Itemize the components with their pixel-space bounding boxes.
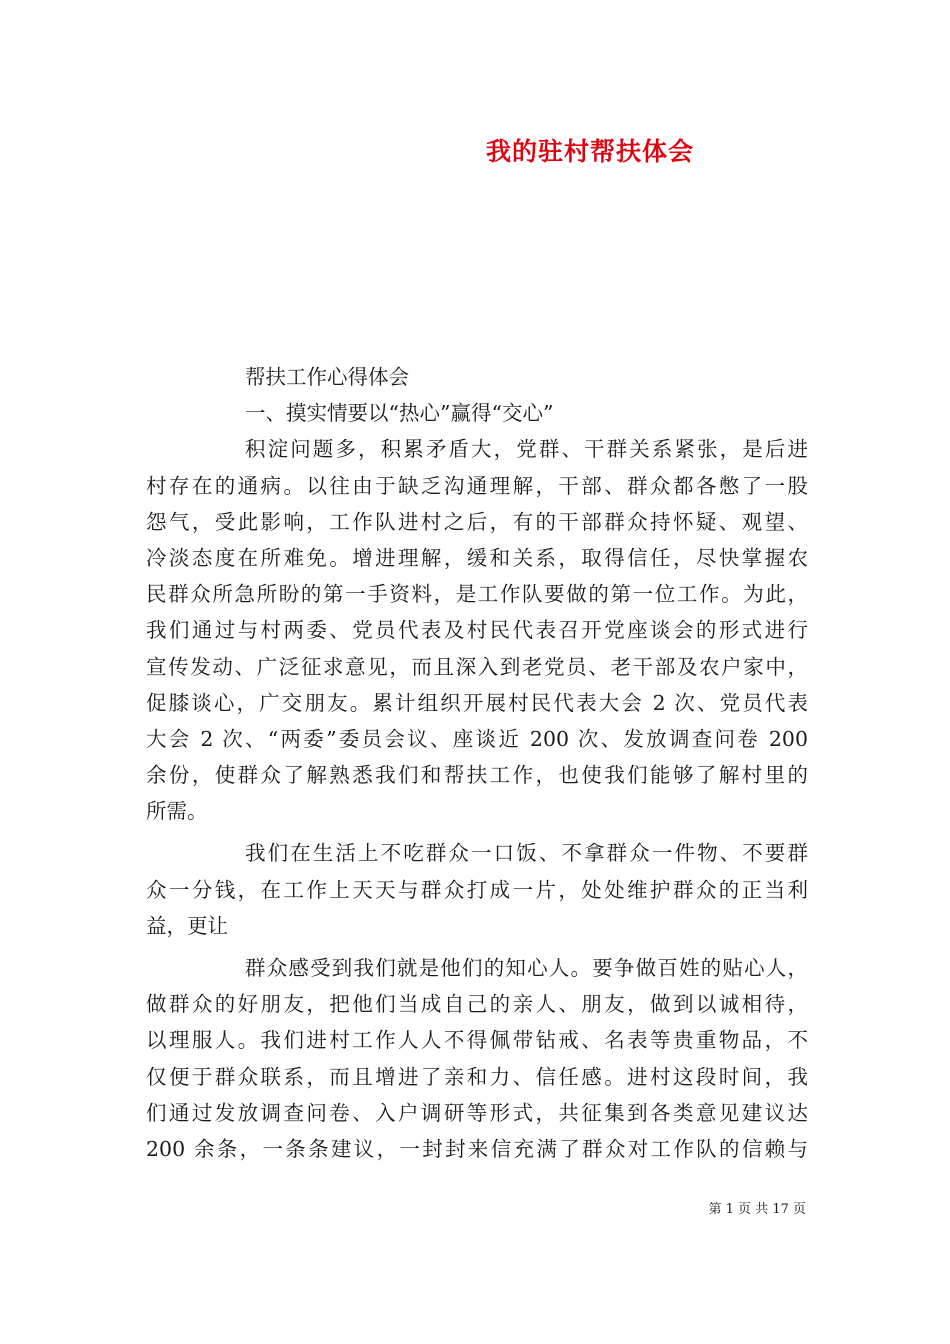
document-title: 我的驻村帮扶体会 xyxy=(485,137,694,166)
text-line: 余份，使群众了解熟悉我们和帮扶工作，也使我们能够了解村里的 xyxy=(146,763,808,788)
document-body xyxy=(146,359,808,1167)
text-line: 积淀问题多，积累矛盾大，党群、干群关系紧张，是后进 xyxy=(245,437,808,462)
text-line: 们通过发放调查问卷、入户调研等形式，共征集到各类意见建议达 xyxy=(146,1100,808,1125)
text-line: 益，更让 xyxy=(146,913,228,938)
text-line: 一、摸实情要以“热心”赢得“交心” xyxy=(245,401,554,426)
text-line: 民群众所急所盼的第一手资料，是工作队要做的第一位工作。为此， xyxy=(146,582,808,607)
text-line: 冷淡态度在所难免。增进理解，缓和关系，取得信任，尽快掌握农 xyxy=(146,545,808,570)
text-line: 我们通过与村两委、党员代表及村民代表召开党座谈会的形式进行 xyxy=(146,618,808,643)
text-line: 帮扶工作心得体会 xyxy=(245,365,409,389)
text-line: 我们在生活上不吃群众一口饭、不拿群众一件物、不要群 xyxy=(245,841,808,866)
text-line: 促膝谈心，广交朋友。累计组织开展村民代表大会 2 次、党员代表 xyxy=(146,690,808,715)
text-line: 以理服人。我们进村工作人人不得佩带钻戒、名表等贵重物品，不 xyxy=(146,1028,808,1053)
text-line: 宣传发动、广泛征求意见，而且深入到老党员、老干部及农户家中， xyxy=(146,654,808,679)
text-line: 大会 2 次、“两委”委员会议、座谈近 200 次、发放调查问卷 200 xyxy=(146,726,808,751)
text-line: 做群众的好朋友，把他们当成自己的亲人、朋友，做到以诚相待， xyxy=(146,992,808,1017)
text-line: 众一分钱，在工作上天天与群众打成一片，处处维护群众的正当利 xyxy=(146,877,808,902)
text-line: 群众感受到我们就是他们的知心人。要争做百姓的贴心人， xyxy=(245,956,808,980)
text-line: 200 余条，一条条建议，一封封来信充满了群众对工作队的信赖与 xyxy=(146,1136,808,1161)
text-line: 怨气，受此影响，工作队进村之后，有的干部群众持怀疑、观望、 xyxy=(146,509,808,534)
text-line: 村存在的通病。以往由于缺乏沟通理解，干部、群众都各憋了一股 xyxy=(146,473,808,498)
page-footer: 第 1 页 共 17 页 xyxy=(708,1202,806,1217)
text-line: 仅便于群众联系，而且增进了亲和力、信任感。进村这段时间，我 xyxy=(146,1064,808,1089)
text-line: 所需。 xyxy=(146,799,208,824)
